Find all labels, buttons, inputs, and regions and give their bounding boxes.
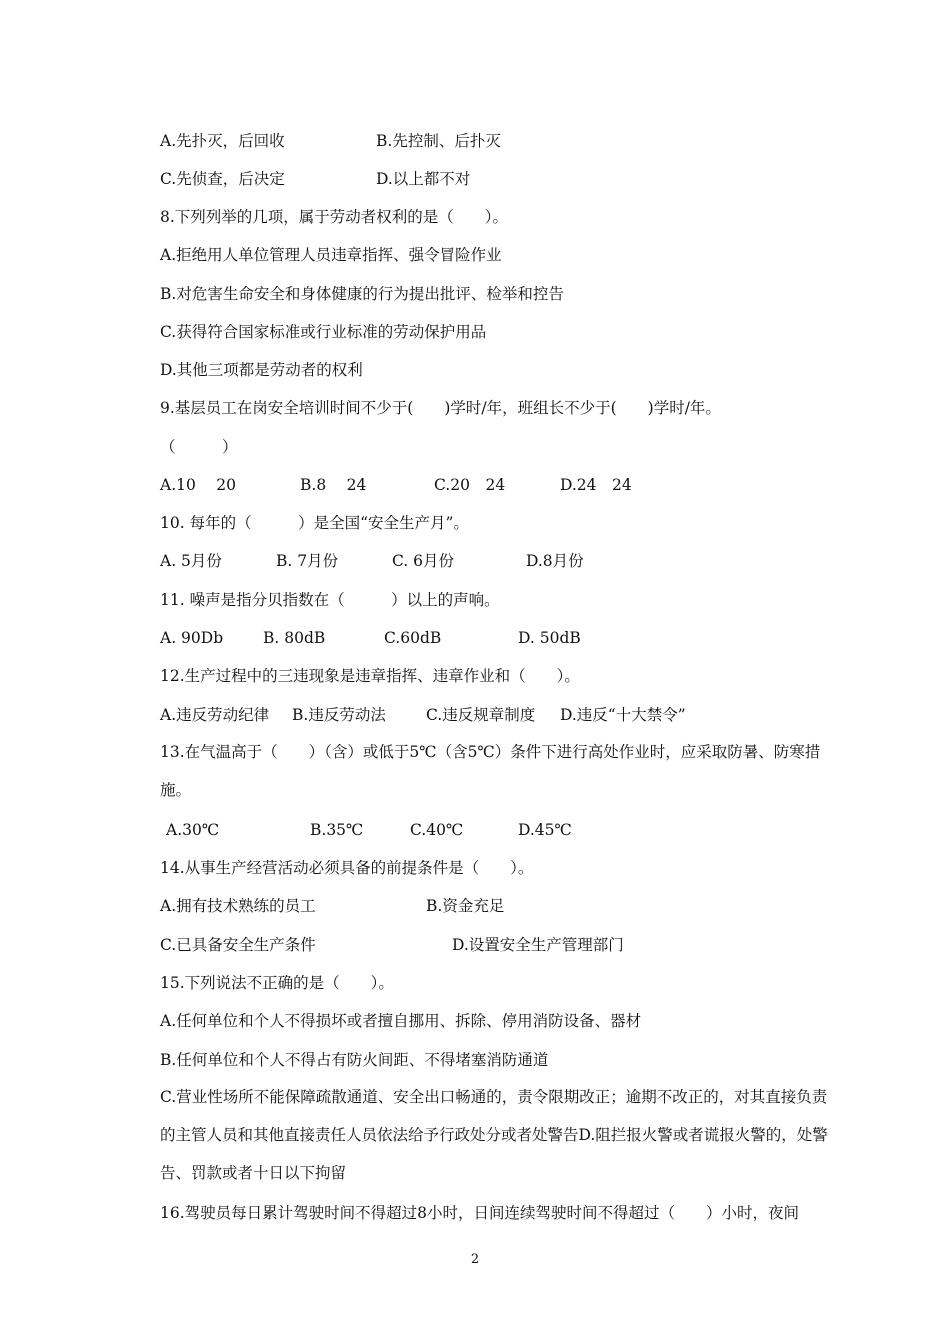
option: D.8月份: [526, 552, 584, 570]
option: C.获得符合国家标准或行业标准的劳动保护用品: [160, 323, 487, 341]
question-15: 15.下列说法不正确的是（ ）。: [160, 974, 394, 992]
option: D.24 24: [560, 476, 632, 494]
option: B.违反劳动法: [292, 706, 386, 724]
question-11: 11. 噪声是指分贝指数在（ ）以上的声响。: [160, 591, 500, 609]
option: C.违反规章制度: [426, 706, 536, 724]
option: B.35℃: [310, 821, 364, 839]
option: A. 5月份: [160, 552, 222, 570]
option: A.任何单位和个人不得损坏或者擅自挪用、拆除、停用消防设备、器材: [160, 1012, 642, 1030]
question-14: 14.从事生产经营活动必须具备的前提条件是（ ）。: [160, 859, 534, 877]
option: A.先扑灭，后回收: [160, 132, 285, 150]
question-9: 9.基层员工在岗安全培训时间不少于( )学时/年，班组长不少于( )学时/年。: [160, 399, 721, 417]
option: C.40℃: [410, 821, 464, 839]
option: B.任何单位和个人不得占有防火间距、不得堵塞消防通道: [160, 1051, 549, 1069]
option: A.违反劳动纪律: [160, 706, 270, 724]
question-13: 13.在气温高于（ ）（含）或低于5℃（含5℃）条件下进行高处作业时，应采取防暑、防寒措施。: [160, 743, 821, 799]
question-12: 12.生产过程中的三违现象是违章指挥、违章作业和（ ）。: [160, 667, 580, 685]
option: C.20 24: [434, 476, 506, 494]
option: A.拒绝用人单位管理人员违章指挥、强令冒险作业: [160, 246, 502, 264]
option: D.违反“十大禁令”: [560, 706, 686, 724]
option: D.以上都不对: [376, 170, 471, 188]
option: B. 80dB: [263, 629, 326, 647]
option: C. 6月份: [392, 552, 455, 570]
option: A. 90Db: [160, 629, 224, 647]
option: A.10 20: [160, 476, 236, 494]
option: C.已具备安全生产条件: [160, 936, 316, 954]
option: B.8 24: [300, 476, 367, 494]
option: C.营业性场所不能保障疏散通道、安全出口畅通的，责令限期改正；逾期不改正的，对其直接负责的主管人员和其他直接责任人员依法给予行政处分或者处警告D.阻拦报火警或者谎报火警的，处警告、罚款或者十日以下拘留: [160, 1088, 828, 1182]
option: D.设置安全生产管理部门: [452, 936, 624, 954]
question-10: 10. 每年的（ ）是全国“安全生产月”。: [160, 514, 469, 532]
question-16: 16.驾驶员每日累计驾驶时间不得超过8小时，日间连续驾驶时间不得超过（ ）小时，夜间: [160, 1204, 800, 1222]
option: C.先侦查，后决定: [160, 170, 285, 188]
option: A.30℃: [166, 821, 220, 839]
option: B.资金充足: [426, 897, 505, 915]
option: D. 50dB: [518, 629, 581, 647]
answer-blank: （ ）: [160, 438, 238, 456]
option: D.45℃: [518, 821, 572, 839]
option: B.先控制、后扑灭: [376, 132, 501, 150]
page-number: 2: [470, 1252, 480, 1267]
option: B. 7月份: [276, 552, 339, 570]
option: B.对危害生命安全和身体健康的行为提出批评、检举和控告: [160, 285, 564, 303]
question-8: 8.下列列举的几项，属于劳动者权利的是（ ）。: [160, 208, 509, 226]
option: C.60dB: [384, 629, 442, 647]
option: D.其他三项都是劳动者的权利: [160, 361, 363, 379]
option: A.拥有技术熟练的员工: [160, 897, 316, 915]
